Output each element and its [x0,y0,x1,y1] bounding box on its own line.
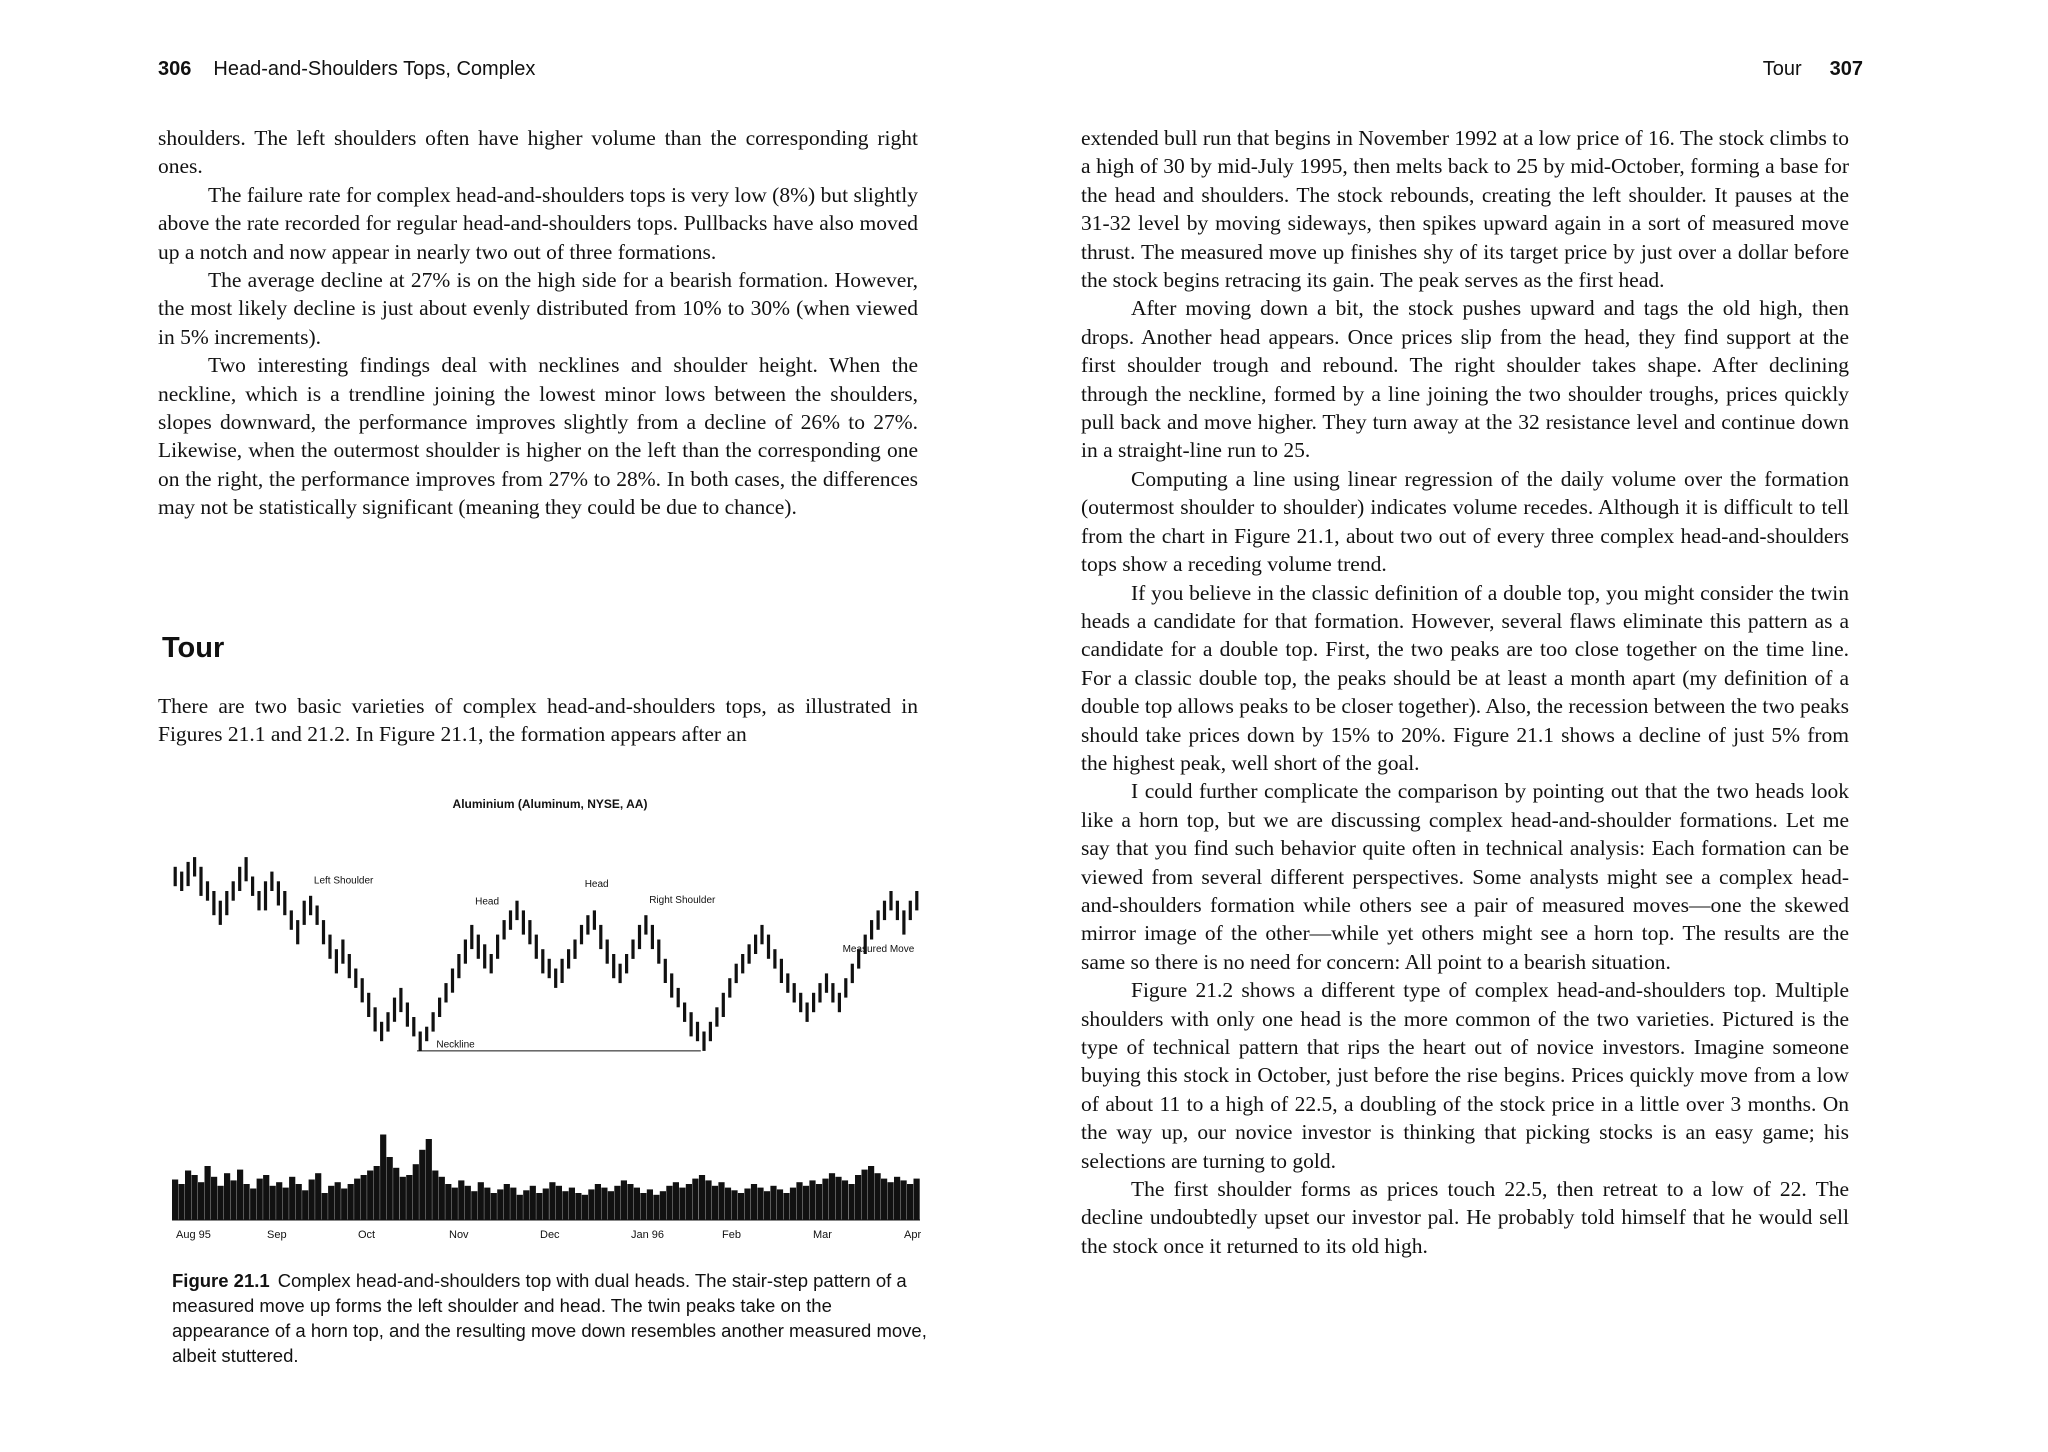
price-bar [187,862,190,886]
volume-bar [894,1177,900,1220]
volume-bar [647,1189,653,1220]
paragraph: Computing a line using linear regression of the daily volume over the formation (outermost shoulder to shoulder) indicates volume recedes. Although it is difficult to tell from the chart in Figure 21.1, about two out of every three complex head-and-shoulders tops show a receding volume trend. [1081,466,1849,577]
price-bar [290,910,293,929]
price-bar [219,901,222,925]
figure-21-1-chart [160,790,940,1250]
price-bar [354,969,357,988]
price-bar [844,978,847,997]
volume-bar [679,1188,685,1220]
volume-bar [322,1193,328,1220]
volume-bar [296,1184,302,1220]
price-bar [877,910,880,929]
price-bar [470,925,473,949]
price-bar [503,920,506,939]
price-bar [818,983,821,1002]
volume-bar [218,1186,224,1220]
price-bar [625,954,628,973]
volume-bar [309,1180,315,1221]
volume-bar [348,1184,354,1220]
paragraph: If you believe in the classic definition of a double top, you might consider the twin heads a candidate for that formation. However, several flaws eliminate this pattern as a candidate for a double top. First, the two peaks are too close together on the time line. For a classic double top, the peaks should be at least a month apart (my definition of a double top allows peaks to be closer together). Also, the recession between the two peaks should take prices down by 15% to 20%. Figure 21.1 shows a decline of just 5% from the highest peak, well short of the goal. [1081,580,1849,775]
chart-annotation: Head [475,896,500,908]
price-bar [748,944,751,963]
volume-bar [250,1189,256,1221]
price-bar [283,891,286,915]
x-tick-label: Aug 95 [176,1229,211,1241]
volume-bar [185,1171,191,1221]
price-bar [599,925,602,949]
price-bar [522,910,525,934]
price-bar [412,1017,415,1036]
volume-bar [393,1168,399,1220]
volume-bar [744,1189,750,1221]
volume-bar [335,1182,341,1220]
volume-bar [783,1193,789,1220]
price-bar [296,920,299,944]
price-bar [438,998,441,1017]
paragraph: The first shoulder forms as prices touch 22.5, then retreat to a low of 22. The decline undoubtedly upset our investor pal. He probably told himself that he would sell the stock once it returned to its old high. [1081,1177,1849,1258]
price-bar [851,964,854,983]
price-bar [245,857,248,881]
price-bar [664,959,667,983]
price-bar [425,1027,428,1042]
price-bar [754,935,757,954]
x-tick-label: Oct [358,1229,376,1241]
price-bar [399,988,402,1012]
volume-bar [822,1179,828,1220]
volume-bar [764,1191,770,1220]
paragraph: After moving down a bit, the stock pushes upward and tags the old high, then drops. Another head appears. Once prices slip from the head, they find support at the first shoulder trough and rebound. The right shoulder takes shape. After declining through the neckline, formed by a line joining the two shoulder troughs, prices quickly pull back and move higher. They turn away at the 32 resistance level and continue down in a straight-line run to 25. [1081,296,1849,463]
volume-bar [231,1180,237,1220]
volume-bar [718,1182,724,1220]
price-bar [838,993,841,1012]
volume-bar [582,1195,588,1220]
volume-bar [504,1184,510,1220]
price-bar [657,940,660,964]
page-number-right: 307 [1829,58,1863,80]
volume-bar [653,1195,659,1220]
volume-bar [673,1182,679,1220]
volume-bar [419,1150,425,1220]
volume-bar [302,1190,308,1220]
volume-bar [562,1191,568,1220]
volume-bar [276,1182,282,1220]
price-bar [316,906,319,925]
price-bar [212,891,215,915]
volume-bar [198,1182,204,1220]
volume-bar [315,1173,321,1220]
volume-bar [478,1182,484,1220]
right-body-text [1081,124,1849,1260]
volume-bar [172,1180,178,1221]
volume-bar [588,1189,594,1220]
volume-bar [387,1157,393,1220]
paragraph: I could further complicate the comparison by pointing out that the two heads look like a horn top, but we are discussing complex head-and-shoulder formations. Let me say that you find such behavior quite often in technical analysis: Each formation can be viewed from several different perspectives. Some analysts might see a complex head-and-shoulders formation while others see a pair of measured moves—one the skewed mirror image of the other—while yet others might see a horn top. The results are the same so there is no need for concern: All point to a bearish situation. [1081,779,1849,974]
volume-bar [868,1166,874,1220]
volume-bar [842,1180,848,1220]
price-bar [889,891,892,910]
price-bar [193,857,196,876]
volume-bar [439,1177,445,1220]
price-bar [915,891,918,910]
price-bar [457,954,460,978]
price-bar [767,935,770,959]
volume-bar [751,1184,757,1220]
price-bar [702,1032,705,1051]
paragraph: The failure rate for complex head-and-shoulders tops is very low (8%) but slightly above the rate recorded for regular head-and-shoulders tops. Pullbacks have also moved up a notch and now appear in nearly two out of three formations. [158,182,918,264]
price-bar [483,944,486,968]
volume-bar [491,1193,497,1220]
price-bar [374,1007,377,1031]
volume-bar [400,1177,406,1220]
volume-bar [237,1170,243,1220]
volume-bar [705,1180,711,1220]
price-bar [896,901,899,920]
volume-bar [829,1173,835,1220]
price-bar [606,940,609,964]
running-title-right: Tour [1762,58,1802,80]
price-bar [741,954,744,973]
volume-bar [426,1139,432,1220]
price-bar [638,925,641,949]
volume-bar [556,1186,562,1220]
paragraph: Two interesting findings deal with necklines and shoulder height. When the neckline, which is a trendline joining the lowest minor lows between the shoulders, slopes downward, the performance improves slightly from a decline of 26% to 27%. Likewise, when the outermost shoulder is higher on the left than the corresponding one on the right, the performance improves from 27% to 28%. In both cases, the differences may not be statistically significant (meaning they could be due to chance). [158,353,918,520]
price-bar [322,920,325,944]
price-bar [773,949,776,968]
price-bar [793,983,796,1002]
volume-bar [660,1191,666,1220]
price-bar [180,872,183,891]
volume-bar [699,1175,705,1220]
volume-bar [549,1182,555,1220]
volume-bar [757,1188,763,1220]
running-head-right [1763,58,1863,81]
price-bar [806,1003,809,1022]
volume-bar [354,1179,360,1220]
section-heading: Tour [162,632,225,664]
price-bar [902,910,905,934]
price-bar [541,949,544,973]
price-bar [612,954,615,978]
volume-bar [523,1190,529,1220]
price-bar [554,969,557,988]
volume-bar [432,1171,438,1221]
volume-bar [634,1188,640,1220]
paragraph: shoulders. The left shoulders often have higher volume than the corresponding right ones. [158,126,918,179]
price-bar [496,935,499,959]
volume-bar [458,1180,464,1220]
volume-bar [666,1186,672,1220]
volume-bar [777,1189,783,1220]
page-number-left: 306 [158,58,192,80]
price-bar [631,940,634,959]
price-bar [238,867,241,891]
price-bar [451,969,454,993]
price-bar [644,915,647,934]
x-tick-label: Jan 96 [631,1229,665,1241]
price-bar [380,1022,383,1041]
volume-bar [497,1189,503,1220]
volume-bar [888,1182,894,1220]
volume-bar [790,1188,796,1220]
volume-bar [270,1186,276,1220]
volume-bar [686,1184,692,1220]
price-bar [277,881,280,905]
volume-bar [731,1190,737,1220]
volume-bar [445,1184,451,1220]
volume-bar [374,1166,380,1220]
price-bar [270,872,273,891]
volume-bar [192,1175,198,1220]
volume-bar [608,1191,614,1220]
price-bar [515,901,518,920]
price-bar [477,935,480,959]
volume-bar [367,1171,373,1221]
price-bar [361,978,364,1002]
volume-bar [413,1164,419,1220]
price-bar [683,1003,686,1022]
price-bar [780,959,783,983]
volume-bar [738,1193,744,1220]
right-page [1024,0,2048,1452]
volume-bar [361,1175,367,1220]
volume-bar [517,1195,523,1220]
volume-bar [835,1177,841,1220]
volume-bar [341,1189,347,1221]
volume-bar [536,1193,542,1220]
volume-bar [530,1186,536,1220]
price-bar [548,959,551,978]
price-bar [677,988,680,1007]
volume-bar [770,1186,776,1220]
figure-label: Figure 21.1 [172,1270,270,1291]
price-bar [735,964,738,983]
volume-bar [796,1182,802,1220]
price-bar [670,973,673,997]
price-bar [348,954,351,978]
price-bar [432,1012,435,1031]
volume-bar [263,1175,269,1220]
price-bar [909,901,912,920]
figure-caption [172,1268,932,1368]
volume-bar [179,1184,185,1220]
price-bar [206,881,209,900]
volume-bar [465,1186,471,1220]
running-head-left [158,58,535,81]
price-bar [328,935,331,959]
volume-bar [725,1188,731,1220]
price-bar [303,901,306,925]
price-bar [760,925,763,944]
volume-bar [569,1188,575,1220]
price-bar [393,998,396,1022]
price-bar [341,940,344,964]
volume-bar [224,1173,230,1220]
price-bar [799,993,802,1012]
price-bar [573,940,576,959]
price-bar [651,925,654,949]
volume-bar [855,1175,861,1220]
x-tick-label: Mar [813,1229,832,1241]
volume-bar [901,1180,907,1220]
chart-annotation: Right Shoulder [649,894,716,906]
chart-title: Aluminium (Aluminum, NYSE, AA) [452,797,648,811]
price-bar [419,1032,422,1051]
paragraph: The average decline at 27% is on the high side for a bearish formation. However, the most likely decline is just about evenly distributed from 10% to 30% (when viewed in 5% increments). [158,268,918,349]
volume-bar [712,1186,718,1220]
volume-bar [614,1186,620,1220]
figure-caption-text: Complex head-and-shoulders top with dual heads. The stair-step pattern of a measured move up forms the left shoulder and head. The twin peaks take on the appearance of a horn top, and the resulting move down resembles another measured move, albeit stuttered. [172,1270,927,1366]
price-bar [225,891,228,915]
x-tick-label: Feb [722,1229,741,1241]
volume-bar [244,1184,250,1220]
volume-bar [849,1184,855,1220]
volume-bar [621,1180,627,1220]
price-bar [257,891,260,910]
volume-bar [471,1191,477,1220]
volume-bar [809,1180,815,1220]
volume-bar [484,1188,490,1220]
price-bar [567,949,570,968]
volume-bar [211,1177,217,1220]
volume-bar [914,1179,920,1220]
price-bar [883,901,886,920]
price-bar [722,993,725,1017]
price-bar [619,964,622,983]
price-bar [715,1007,718,1026]
volume-bar [510,1188,516,1220]
price-bar [309,896,312,915]
price-bar [406,1003,409,1027]
volume-bar [380,1135,386,1221]
volume-bar [692,1179,698,1220]
running-title-left: Head-and-Shoulders Tops, Complex [213,58,536,80]
price-bar [528,920,531,944]
price-bar [593,910,596,929]
volume-bar [816,1184,822,1220]
price-bar [812,993,815,1012]
x-tick-label: Dec [540,1229,560,1241]
volume-bar [283,1188,289,1220]
volume-bar [406,1175,412,1220]
volume-bar [289,1177,295,1220]
price-bar [509,910,512,929]
volume-bar [575,1193,581,1220]
paragraph: There are two basic varieties of complex head-and-shoulders tops, as illustrated in Figures 21.1 and 21.2. In Figure 21.1, the formation appears after an [158,694,918,747]
volume-bar [205,1166,211,1220]
volume-bar [257,1179,263,1220]
price-bar [696,1022,699,1041]
price-bar [535,935,538,959]
price-bar [251,877,254,896]
volume-bar [640,1193,646,1220]
price-bar [367,993,370,1017]
chart-annotation: Measured Move [842,944,915,956]
volume-bar [328,1186,334,1220]
price-bar [786,973,789,992]
price-bar [586,915,589,934]
volume-bar [907,1184,913,1220]
x-tick-label: Nov [449,1229,469,1241]
x-tick-label: Sep [267,1229,287,1241]
price-bar [831,983,834,1002]
price-bar [490,954,493,973]
volume-bar [803,1186,809,1220]
price-bar [464,940,467,964]
chart-annotation: Head [584,879,609,891]
price-bar [232,881,235,900]
x-tick-label: Apr [904,1229,922,1241]
price-bar [199,867,202,896]
paragraph: Figure 21.2 shows a different type of complex head-and-shoulders top. Multiple shoulders with only one head is the more common of the two varieties. Pictured is the type of technical pattern that rips the heart out of novice investors. Imagine someone buying this stock in October, just before the rise begins. Prices quickly move from a low of about 11 to a high of 22.5, a doubling of the stock price in a little over 3 months. On the way up, our novice investor is thinking that picking stocks is an easy game; his selections are turning to gold. [1081,978,1849,1173]
volume-bar [881,1179,887,1220]
volume-bar [601,1188,607,1220]
price-bar [709,1022,712,1041]
price-bar [690,1012,693,1036]
price-bar [386,1012,389,1031]
left-body-text [158,124,918,522]
volume-bar [862,1170,868,1220]
tour-body-text [158,692,918,749]
chart-annotation: Neckline [436,1039,475,1051]
chart-annotation: Left Shoulder [313,875,374,887]
price-bar [264,881,267,910]
paragraph: extended bull run that begins in November 1992 at a low price of 16. The stock climbs to a high of 30 by mid-July 1995, then melts back to 25 by mid-October, forming a base for the head and shoulders. The stock rebounds, creating the left shoulder. It pauses at the 31-32 level by moving sideways, then spikes upward again in a sort of measured move thrust. The measured move up finishes shy of its target price by just over a dollar before the stock begins retracing its gain. The peak serves as the first head. [1081,126,1849,293]
volume-bar [627,1184,633,1220]
volume-bar [595,1184,601,1220]
price-bar [728,978,731,997]
volume-bar [543,1189,549,1221]
price-bar [174,867,177,886]
volume-bar [875,1173,881,1220]
price-bar [335,949,338,973]
price-bar [580,925,583,944]
volume-bar [452,1188,458,1220]
price-bar [870,920,873,939]
price-bar [561,959,564,983]
price-bar [444,983,447,1002]
price-bar [825,973,828,992]
